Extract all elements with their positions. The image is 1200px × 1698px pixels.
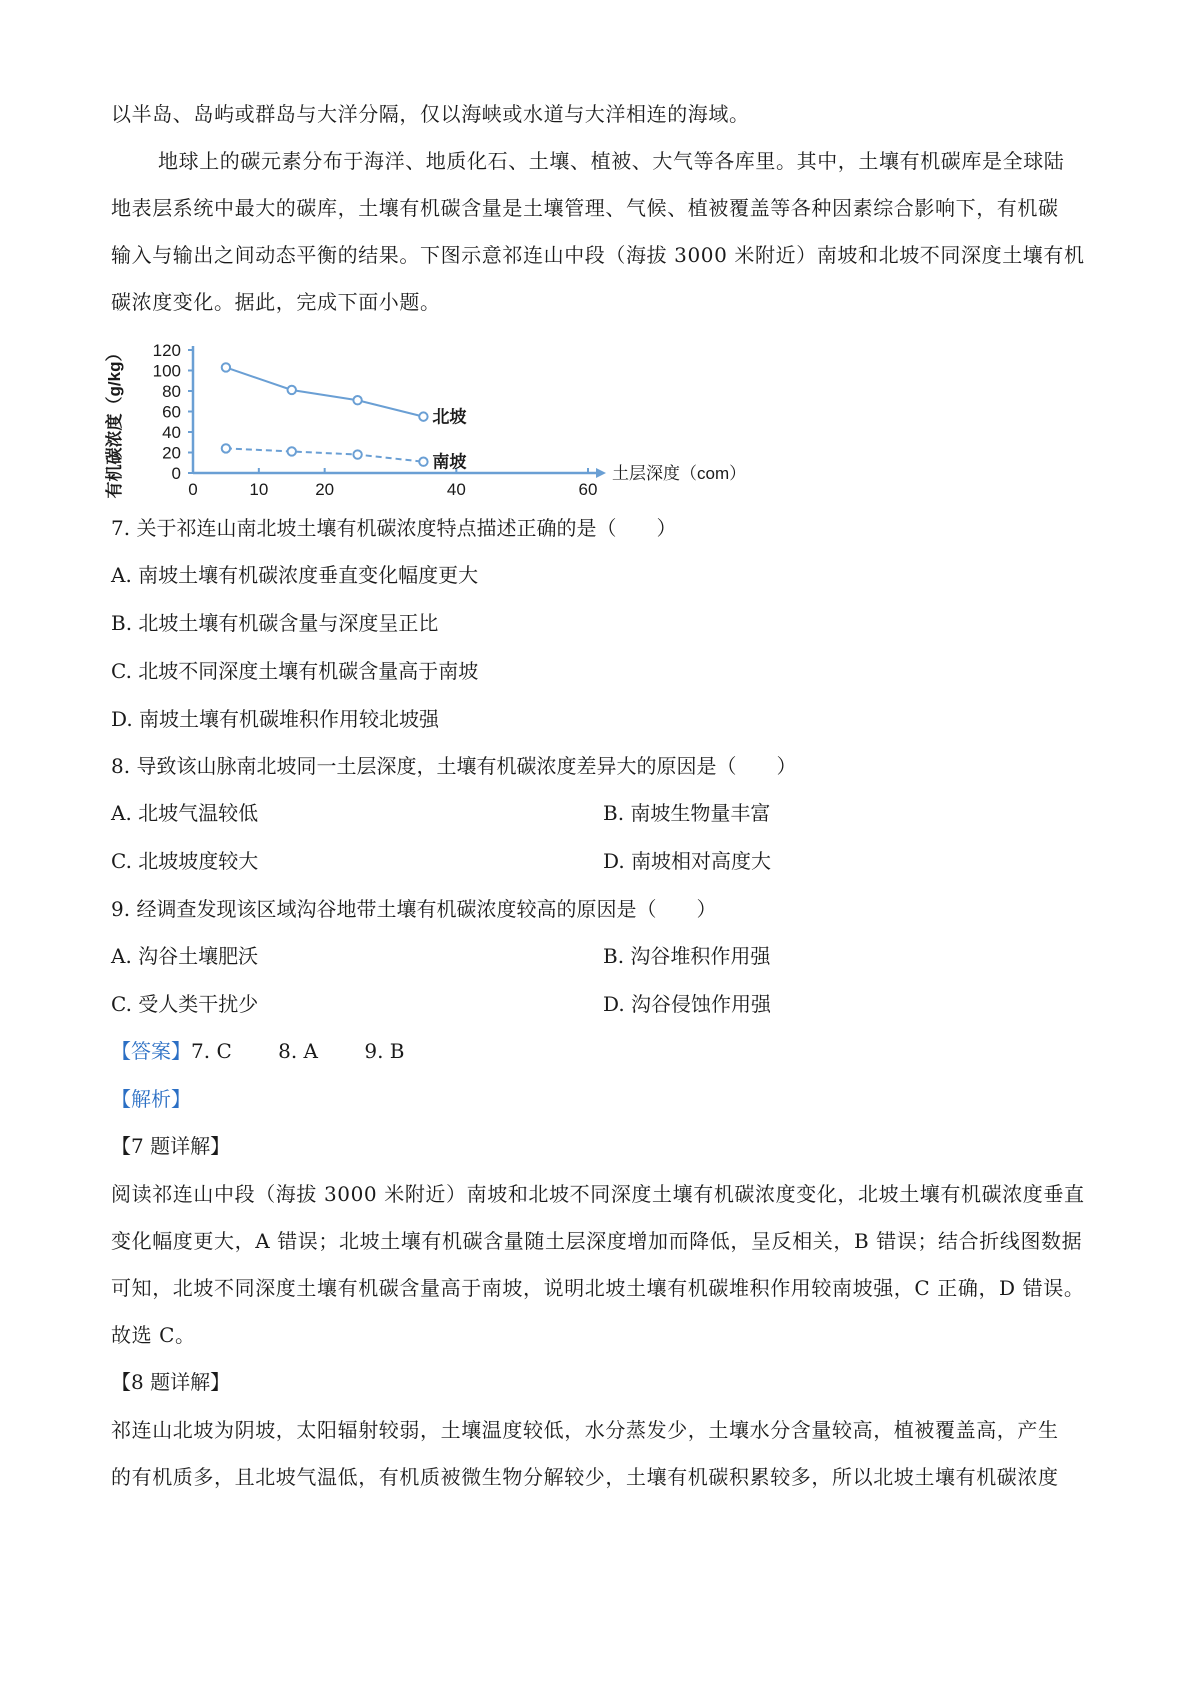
data-point <box>222 363 230 371</box>
detail-7-heading: 【7 题详解】 <box>111 1134 231 1158</box>
y-tick-label: 40 <box>162 423 181 442</box>
detail-8-line-2: 的有机质多，且北坡气温低，有机质被微生物分解较少，土壤有机碳积累较多，所以北坡土壤有机碳浓度 <box>111 1465 1059 1489</box>
x-tick-label: 20 <box>315 480 335 499</box>
question-8-option-c: C. 北坡坡度较大 <box>111 849 259 873</box>
question-7-option-c: C. 北坡不同深度土壤有机碳含量高于南坡 <box>111 659 479 683</box>
intro-paragraph-line-2: 地表层系统中最大的碳库，土壤有机碳含量是土壤管理、气候、植被覆盖等各种因素综合影响下，有机碳 <box>111 196 1059 220</box>
x-axis-arrow <box>596 468 606 478</box>
chart-series <box>222 363 468 472</box>
data-point <box>222 444 230 452</box>
series-label: 南坡 <box>432 452 467 472</box>
detail-7-line-1: 阅读祁连山中段（海拔 3000 米附近）南坡和北坡不同深度土壤有机碳浓度变化，北坡土壤有机碳浓度垂直 <box>111 1182 1085 1206</box>
y-axis-label: 有机碳浓度（g/kg） <box>105 344 124 499</box>
y-tick-label: 100 <box>152 361 181 381</box>
data-point <box>288 386 296 394</box>
question-9-stem: 9. 经调查发现该区域沟谷地带土壤有机碳浓度较高的原因是（ ） <box>111 897 717 921</box>
detail-7-line-3: 可知，北坡不同深度土壤有机碳含量高于南坡，说明北坡土壤有机碳堆积作用较南坡强，C 正确，D 错误。 <box>111 1276 1085 1300</box>
intro-paragraph-line-1: 地球上的碳元素分布于海洋、地质化石、土壤、植被、大气等各库里。其中，土壤有机碳库是全球陆 <box>158 149 1065 173</box>
detail-7-line-2: 变化幅度更大，A 错误；北坡土壤有机碳含量随土层深度增加而降低，呈反相关，B 错误；结合折线图数据 <box>111 1229 1083 1253</box>
question-9-option-a: A. 沟谷土壤肥沃 <box>111 944 259 968</box>
detail-8-heading: 【8 题详解】 <box>111 1370 231 1394</box>
series-line-south-slope <box>226 448 424 461</box>
x-tick-label: 10 <box>249 480 269 499</box>
question-8-stem: 8. 导致该山脉南北坡同一土层深度，土壤有机碳浓度差异大的原因是（ ） <box>111 754 797 778</box>
y-tick-label: 0 <box>171 464 181 483</box>
data-point <box>353 396 361 404</box>
data-point <box>419 458 427 466</box>
question-9-option-d: D. 沟谷侵蚀作用强 <box>603 992 772 1016</box>
question-9-option-c: C. 受人类干扰少 <box>111 992 259 1016</box>
y-tick-label: 20 <box>162 443 181 463</box>
data-point <box>353 450 361 458</box>
x-tick-label: 60 <box>578 480 598 499</box>
answer-tag: 【答案】 <box>111 1039 191 1063</box>
x-tick-label: 0 <box>188 480 198 499</box>
x-tick-label: 40 <box>446 480 466 499</box>
y-tick-label: 60 <box>162 402 181 422</box>
intro-line-1: 以半岛、岛屿或群岛与大洋分隔，仅以海峡或水道与大洋相连的海域。 <box>111 102 750 126</box>
intro-paragraph-line-3: 输入与输出之间动态平衡的结果。下图示意祁连山中段（海拔 3000 米附近）南坡和北坡不同深度土壤有机 <box>111 243 1085 267</box>
detail-7-line-4: 故选 C。 <box>111 1323 196 1347</box>
y-tick-label: 80 <box>162 382 181 401</box>
detail-8-line-1: 祁连山北坡为阴坡，太阳辐射较弱，土壤温度较低，水分蒸发少，土壤水分含量较高，植被覆盖高，产生 <box>111 1418 1059 1442</box>
question-8-option-d: D. 南坡相对高度大 <box>603 849 772 873</box>
question-9-option-b: B. 沟谷堆积作用强 <box>603 944 771 968</box>
data-point <box>419 412 427 420</box>
series-line-north-slope <box>226 367 424 416</box>
x-axis-label: 土层深度（com） <box>612 464 747 483</box>
chart-ticks <box>153 341 598 499</box>
data-point <box>288 447 296 455</box>
question-7-stem: 7. 关于祁连山南北坡土壤有机碳浓度特点描述正确的是（ ） <box>111 516 677 540</box>
question-7-option-d: D. 南坡土壤有机碳堆积作用较北坡强 <box>111 707 440 731</box>
series-label: 北坡 <box>432 407 467 427</box>
question-7-option-b: B. 北坡土壤有机碳含量与深度呈正比 <box>111 611 439 635</box>
intro-paragraph-line-4: 碳浓度变化。据此，完成下面小题。 <box>111 290 441 314</box>
question-8-option-a: A. 北坡气温较低 <box>111 801 259 825</box>
analysis-tag: 【解析】 <box>111 1087 191 1111</box>
question-7-option-a: A. 南坡土壤有机碳浓度垂直变化幅度更大 <box>111 563 479 587</box>
answer-line <box>111 1037 1101 1065</box>
question-8-option-b: B. 南坡生物量丰富 <box>603 801 771 825</box>
answer-text: 7. C 8. A 9. B <box>191 1039 405 1063</box>
y-tick-label: 120 <box>152 341 181 360</box>
